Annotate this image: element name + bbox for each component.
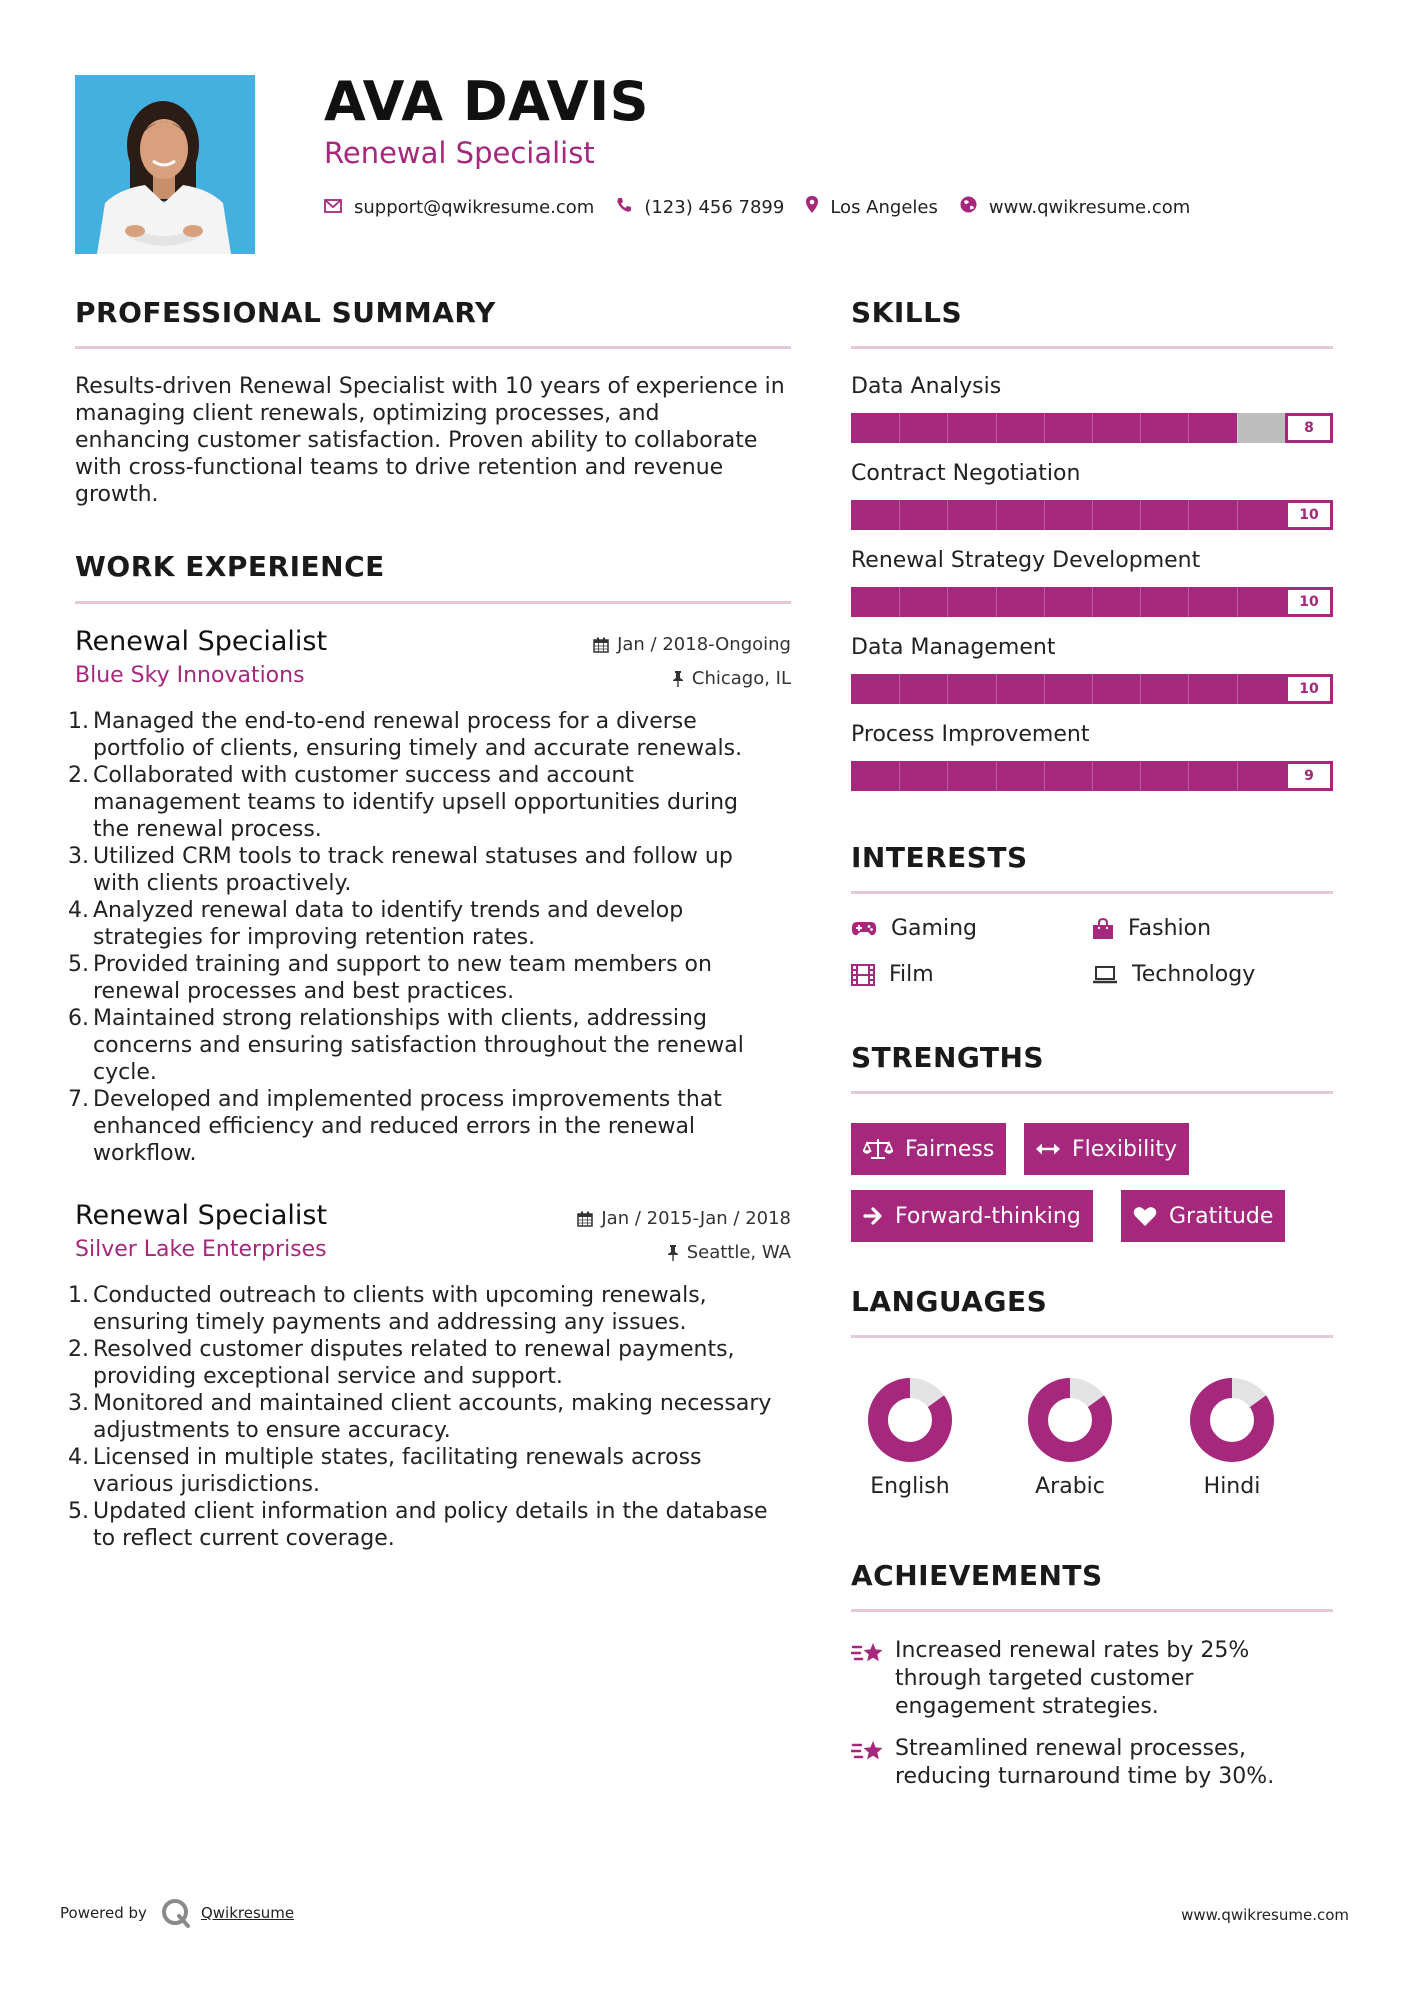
balance-scale-icon (863, 1138, 893, 1160)
language-ring (1026, 1376, 1114, 1464)
job-title: Renewal Specialist (75, 1200, 328, 1231)
strengths-divider (851, 1091, 1333, 1094)
summary-line: growth. (75, 482, 159, 507)
summary-text (75, 373, 795, 508)
skill-segment-divider (947, 761, 948, 791)
skill-segment-divider (996, 587, 997, 617)
film-icon (851, 964, 875, 986)
list-item: 5. Provided training and support to new team members on renewal processes and best practices. (68, 952, 712, 1004)
skill-segment-divider (1188, 413, 1189, 443)
skill-segment-divider (899, 674, 900, 704)
skill-bar (851, 761, 1333, 791)
skill-segment-divider (1140, 500, 1141, 530)
list-item: 3. Utilized CRM tools to track renewal statuses and follow up with clients proactively. (68, 844, 733, 896)
shopping-bag-icon (1092, 918, 1114, 940)
skill-segment-divider (1188, 761, 1189, 791)
skill-segment-divider (1140, 413, 1141, 443)
location-icon (806, 196, 818, 218)
heart-icon (1133, 1206, 1157, 1227)
job-location-text: Seattle, WA (686, 1242, 791, 1263)
skill-score: 9 (1285, 761, 1333, 791)
strengths-heading: STRENGTHS (851, 1041, 1045, 1074)
skill-label: Data Management (851, 635, 1056, 660)
skill-segment-divider (1188, 674, 1189, 704)
list-item: 7. Developed and implemented process improvements that enhanced efficiency and reduced errors in the renewal workflow. (68, 1087, 722, 1166)
language-item (850, 1376, 970, 1499)
language-item (1172, 1376, 1292, 1499)
pushpin-icon (672, 671, 684, 687)
skill-segment-divider (1092, 413, 1093, 443)
job-responsibilities (68, 708, 791, 1167)
shooting-star-icon (851, 1735, 895, 1791)
job-location (667, 1242, 791, 1263)
job-company: Silver Lake Enterprises (75, 1237, 327, 1262)
skill-segment-divider (1092, 674, 1093, 704)
experience-heading: WORK EXPERIENCE (75, 550, 385, 583)
job-date (577, 1208, 791, 1229)
skill-segment-divider (1092, 761, 1093, 791)
job-header (75, 1200, 791, 1272)
skill-segment-divider (947, 500, 948, 530)
skill-bar (851, 500, 1333, 530)
profile-photo (75, 75, 255, 254)
interest-label: Film (889, 962, 934, 987)
skill-segment-divider (1092, 500, 1093, 530)
pushpin-icon (667, 1245, 679, 1261)
list-item: 2. Resolved customer disputes related to renewal payments, providing exceptional service and support. (68, 1337, 735, 1389)
interest-item (1092, 916, 1211, 941)
skill-segment-divider (947, 587, 948, 617)
skill-segment-divider (899, 413, 900, 443)
skill-segment-divider (1044, 674, 1045, 704)
job-date-text: Jan / 2015-Jan / 2018 (601, 1208, 791, 1229)
strength-chip (851, 1123, 1006, 1175)
summary-line: enhancing customer satisfaction. Proven ability to collaborate (75, 428, 758, 453)
job-entry (68, 626, 791, 1167)
skill-bar (851, 413, 1333, 443)
interest-item (1092, 962, 1255, 987)
interest-label: Gaming (891, 916, 977, 941)
calendar-icon (577, 1211, 593, 1227)
interests-divider (851, 891, 1333, 894)
skills-heading: SKILLS (851, 296, 963, 329)
skill-fill (851, 761, 1285, 791)
list-item: 2. Collaborated with customer success and account management teams to identify upsell opportunities during the renewal process. (68, 763, 738, 842)
strength-label: Fairness (905, 1136, 995, 1162)
summary-line: with cross-functional teams to drive retention and revenue (75, 455, 724, 480)
job-date (593, 634, 791, 655)
skill-score: 8 (1285, 413, 1333, 443)
strength-label: Forward-thinking (895, 1203, 1081, 1229)
skills-divider (851, 346, 1333, 349)
footer-website-link[interactable]: www.qwikresume.com (1181, 1906, 1349, 1924)
list-item: 4. Licensed in multiple states, facilitating renewals across various jurisdictions. (68, 1445, 702, 1497)
contact-location: Los Angeles (830, 196, 938, 218)
skill-segment-divider (1188, 500, 1189, 530)
skill-segment-divider (996, 413, 997, 443)
language-item (1010, 1376, 1130, 1499)
skill-segment-divider (947, 674, 948, 704)
arrows-horizontal-icon (1036, 1142, 1060, 1156)
candidate-name: AVA DAVIS (324, 70, 650, 133)
candidate-role: Renewal Specialist (324, 136, 595, 170)
strength-chip (1121, 1190, 1285, 1242)
skill-segment-divider (1237, 674, 1238, 704)
skill-segment-divider (1092, 587, 1093, 617)
achievement-item (851, 1637, 1321, 1721)
contact-phone[interactable]: (123) 456 7899 (644, 196, 785, 218)
achievements-divider (851, 1609, 1333, 1612)
interest-item (851, 916, 977, 941)
powered-by-text: Powered by (60, 1904, 147, 1922)
skill-segment-divider (1140, 587, 1141, 617)
qwikresume-link[interactable]: Qwikresume (200, 1904, 295, 1922)
interest-label: Technology (1132, 962, 1256, 987)
interest-label: Fashion (1128, 916, 1212, 941)
skill-segment-divider (1140, 674, 1141, 704)
contact-website[interactable]: www.qwikresume.com (988, 196, 1191, 218)
footer-powered-by (60, 1898, 294, 1928)
experience-divider (75, 601, 791, 604)
skill-segment-divider (899, 587, 900, 617)
skill-segment-divider (1044, 587, 1045, 617)
calendar-icon (593, 637, 609, 653)
job-responsibilities (68, 1282, 791, 1552)
summary-line: Results-driven Renewal Specialist with 10 years of experience in (75, 374, 785, 399)
qwikresume-logo-icon (161, 1898, 191, 1928)
skill-bar (851, 674, 1333, 704)
contact-email[interactable]: support@qwikresume.com (354, 196, 595, 218)
interests-heading: INTERESTS (851, 841, 1028, 874)
skill-score: 10 (1285, 500, 1333, 530)
skill-segment-divider (996, 674, 997, 704)
list-item: 5. Updated client information and policy details in the database to reflect current coverage. (68, 1499, 768, 1551)
list-item: 1. Conducted outreach to clients with upcoming renewals, ensuring timely payments and addressing any issues. (68, 1283, 707, 1335)
strength-label: Flexibility (1072, 1136, 1177, 1162)
laptop-icon (1092, 965, 1118, 985)
job-title: Renewal Specialist (75, 626, 328, 657)
skill-score: 10 (1285, 674, 1333, 704)
shooting-star-icon (851, 1637, 895, 1721)
languages-heading: LANGUAGES (851, 1285, 1048, 1318)
skill-segment-divider (1237, 587, 1238, 617)
job-date-text: Jan / 2018-Ongoing (617, 634, 791, 655)
achievement-item (851, 1735, 1321, 1791)
skill-segment-divider (996, 500, 997, 530)
language-label: English (870, 1474, 950, 1499)
strength-label: Gratitude (1169, 1203, 1274, 1229)
skill-segment-divider (1237, 413, 1238, 443)
globe-icon (960, 196, 977, 218)
interest-item (851, 962, 934, 987)
skill-segment-divider (1140, 761, 1141, 791)
phone-icon (616, 197, 632, 218)
skill-segment-divider (1237, 500, 1238, 530)
language-label: Arabic (1035, 1474, 1105, 1499)
language-ring (1188, 1376, 1276, 1464)
language-ring (866, 1376, 954, 1464)
email-icon (324, 197, 342, 218)
skill-label: Renewal Strategy Development (851, 548, 1201, 573)
gamepad-icon (851, 921, 877, 937)
job-location-text: Chicago, IL (691, 668, 791, 689)
skill-segment-divider (899, 500, 900, 530)
summary-divider (75, 346, 791, 349)
achievement-text: Increased renewal rates by 25% through targeted customer engagement strategies. (895, 1638, 1250, 1719)
skill-bar (851, 587, 1333, 617)
skill-score: 10 (1285, 587, 1333, 617)
skill-label: Data Analysis (851, 374, 1002, 399)
list-item: 6. Maintained strong relationships with clients, addressing concerns and ensuring satisfaction throughout the renewal cycle. (68, 1006, 744, 1085)
arrow-right-icon (863, 1206, 883, 1226)
summary-line: managing client renewals, optimizing processes, and (75, 401, 660, 426)
list-item: 4. Analyzed renewal data to identify trends and develop strategies for improving retention rates. (68, 898, 684, 950)
skill-segment-divider (1044, 500, 1045, 530)
skill-segment-divider (1044, 413, 1045, 443)
job-entry (68, 1200, 791, 1552)
skill-label: Process Improvement (851, 722, 1090, 747)
list-item: 1. Managed the end-to-end renewal process for a diverse portfolio of clients, ensuring timely and accurate renewals. (68, 709, 743, 761)
skill-segment-divider (996, 761, 997, 791)
skill-segment-divider (947, 413, 948, 443)
strength-chip (851, 1190, 1093, 1242)
skill-segment-divider (899, 761, 900, 791)
achievements-heading: ACHIEVEMENTS (851, 1559, 1103, 1592)
summary-heading: PROFESSIONAL SUMMARY (75, 296, 496, 329)
languages-divider (851, 1335, 1333, 1338)
list-item: 3. Monitored and maintained client accounts, making necessary adjustments to ensure accuracy. (68, 1391, 772, 1443)
skill-label: Contract Negotiation (851, 461, 1081, 486)
contact-bar (324, 194, 1212, 220)
strength-chip (1024, 1123, 1189, 1175)
job-company: Blue Sky Innovations (75, 663, 305, 688)
language-label: Hindi (1203, 1474, 1261, 1499)
skill-segment-divider (1044, 761, 1045, 791)
job-location (672, 668, 791, 689)
achievement-text: Streamlined renewal processes, reducing turnaround time by 30%. (895, 1736, 1275, 1789)
skill-segment-divider (1237, 761, 1238, 791)
skill-segment-divider (1188, 587, 1189, 617)
job-header (75, 626, 791, 698)
